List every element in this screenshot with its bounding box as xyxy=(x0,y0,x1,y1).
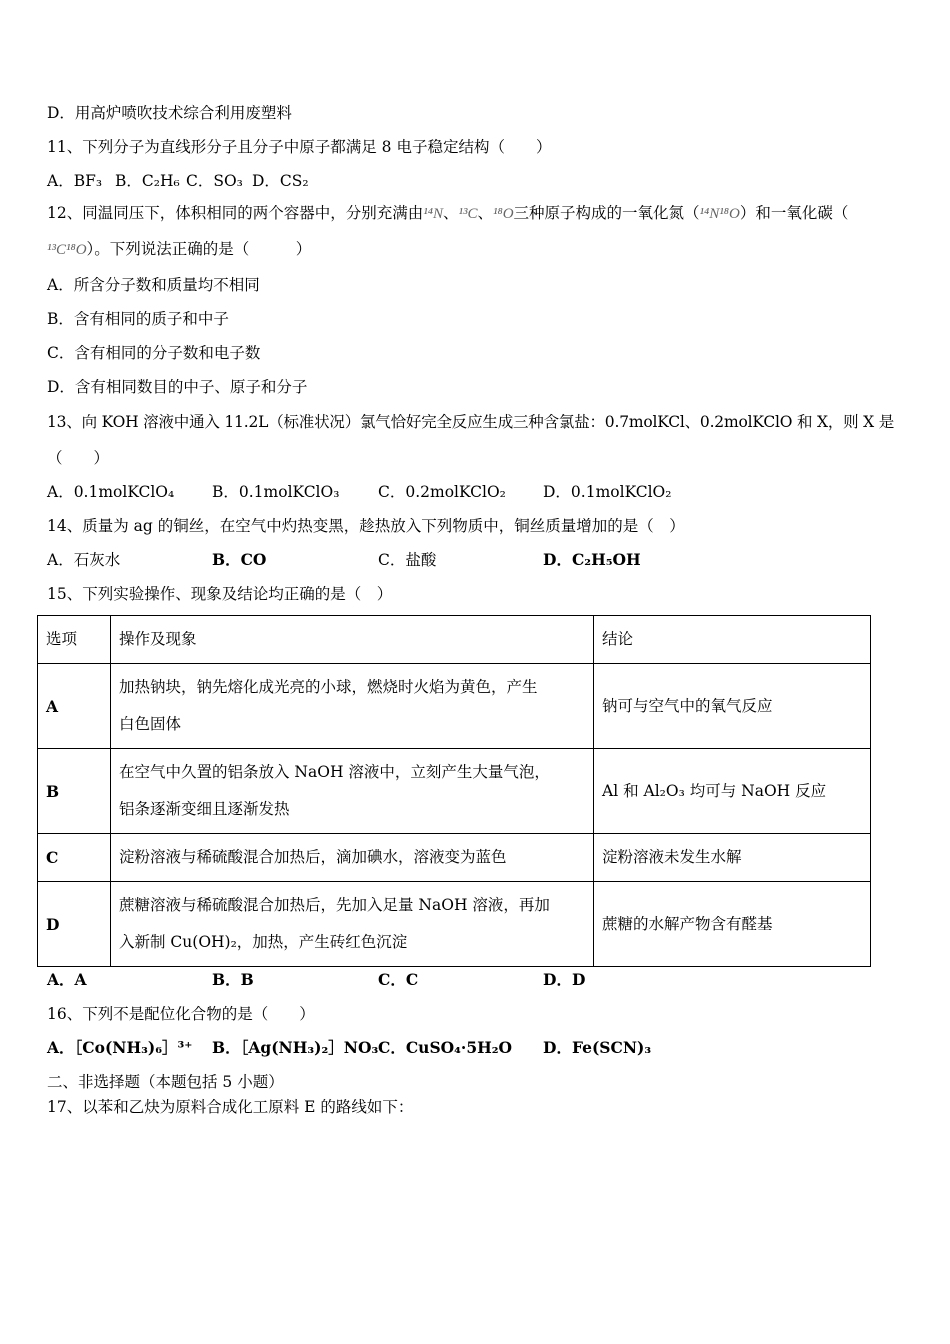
q12-option-d: D．含有相同数目的中子、原子和分子 xyxy=(47,378,308,396)
header-option: 选项 xyxy=(38,616,111,664)
isotope-c13: ¹³C xyxy=(458,206,478,222)
table-row xyxy=(38,834,871,882)
q15-option-a: A．A xyxy=(47,970,87,989)
row-operation: 淀粉溶液与稀硫酸混合加热后，滴加碘水，溶液变为蓝色 xyxy=(111,834,594,882)
row-conclusion: 钠可与空气中的氧气反应 xyxy=(594,664,871,749)
q13-option-d: D．0.1molKClO₂ xyxy=(543,483,672,501)
q16-option-a: A．［Co(NH₃)₆］³⁺ xyxy=(47,1038,193,1057)
q12-sep1: 、 xyxy=(442,204,459,222)
q12-option-a: A．所含分子数和质量均不相同 xyxy=(47,276,260,294)
q15-option-b: B．B xyxy=(212,970,254,989)
q12-option-c: C．含有相同的分子数和电子数 xyxy=(47,344,261,362)
q15-stem: 15、下列实验操作、现象及结论均正确的是（ ） xyxy=(47,585,393,603)
q12-stem-line2 xyxy=(47,239,311,260)
q13-option-c: C．0.2molKClO₂ xyxy=(378,483,506,501)
q17-stem: 17、以苯和乙炔为原料合成化工原料 E 的路线如下： xyxy=(47,1098,414,1116)
q13-stem: 13、向 KOH 溶液中通入 11.2L（标准状况）氯气恰好完全反应生成三种含氯盐：0.7molKCl、0.2molKClO 和 X，则 X 是 xyxy=(47,413,895,431)
q14-option-a: A．石灰水 xyxy=(47,551,121,569)
q16-option-c: C．CuSO₄·5H₂O xyxy=(378,1038,513,1057)
section-2-heading: 二、非选择题（本题包括 5 小题） xyxy=(47,1073,284,1091)
row-operation-line2: 铝条逐渐变细且逐渐发热 xyxy=(119,800,290,818)
isotope-no: ¹⁴N¹⁸O xyxy=(699,206,740,222)
header-operation: 操作及现象 xyxy=(111,616,594,664)
row-operation-line2: 白色固体 xyxy=(119,715,182,733)
q12-stem-d: ）。下列说法正确的是（ ） xyxy=(86,240,312,258)
q11-stem: 11、下列分子为直线形分子且分子中原子都满足 8 电子稳定结构（ ） xyxy=(47,138,552,156)
row-option: B xyxy=(38,749,111,834)
q13-paren: （ ） xyxy=(47,449,110,467)
row-operation-line1: 在空气中久置的铝条放入 NaOH 溶液中，立刻产生大量气泡， xyxy=(119,763,550,781)
row-option: A xyxy=(38,664,111,749)
q12-stem-c: ）和一氧化碳（ xyxy=(739,204,849,222)
table-header-row xyxy=(38,616,871,664)
q14-option-d: D．C₂H₅OH xyxy=(543,550,641,569)
q12-stem-b: 三种原子构成的一氧化氮（ xyxy=(513,204,700,222)
q12-sep2: 、 xyxy=(477,204,493,222)
q11-option-c: C．SO₃ xyxy=(186,172,243,190)
q14-option-b: B．CO xyxy=(212,550,267,569)
row-option: D xyxy=(38,882,111,967)
row-operation-line1: 加热钠块，钠先熔化成光亮的小球，燃烧时火焰为黄色，产生 xyxy=(119,678,538,696)
table-row xyxy=(38,749,871,834)
q11-option-d: D．CS₂ xyxy=(252,172,309,190)
row-operation xyxy=(111,749,594,834)
q16-option-d: D．Fe(SCN)₃ xyxy=(543,1038,652,1057)
q10-option-d: D．用高炉喷吹技术综合利用废塑料 xyxy=(47,104,292,122)
row-option: C xyxy=(38,834,111,882)
q15-table xyxy=(37,615,871,967)
row-operation-line2: 入新制 Cu(OH)₂，加热，产生砖红色沉淀 xyxy=(119,933,408,951)
row-conclusion: 淀粉溶液未发生水解 xyxy=(594,834,871,882)
header-conclusion: 结论 xyxy=(594,616,871,664)
isotope-o18: ¹⁸O xyxy=(492,206,514,222)
table-row xyxy=(38,882,871,967)
row-operation xyxy=(111,664,594,749)
q16-option-b: B．［Ag(NH₃)₂］NO₃ xyxy=(212,1038,379,1057)
q15-option-d: D．D xyxy=(543,970,586,989)
row-operation xyxy=(111,882,594,967)
row-conclusion: Al 和 Al₂O₃ 均可与 NaOH 反应 xyxy=(594,749,871,834)
isotope-n14: ¹⁴N xyxy=(423,206,443,222)
q12-stem-a: 12、同温同压下，体积相同的两个容器中，分别充满由 xyxy=(47,204,424,222)
q11-option-b: B．C₂H₆ xyxy=(115,172,180,190)
q12-stem-line1 xyxy=(47,203,848,224)
q11-option-a: A．BF₃ xyxy=(47,172,103,190)
row-operation-line1: 蔗糖溶液与稀硫酸混合加热后，先加入足量 NaOH 溶液，再加 xyxy=(119,896,550,914)
q13-option-b: B．0.1molKClO₃ xyxy=(212,483,340,501)
q13-option-a: A．0.1molKClO₄ xyxy=(47,483,175,501)
q16-stem: 16、下列不是配位化合物的是（ ） xyxy=(47,1005,315,1023)
row-conclusion: 蔗糖的水解产物含有醛基 xyxy=(594,882,871,967)
q14-option-c: C．盐酸 xyxy=(378,551,437,569)
q12-option-b: B．含有相同的质子和中子 xyxy=(47,310,229,328)
table-row xyxy=(38,664,871,749)
q15-option-c: C．C xyxy=(378,970,419,989)
q14-stem: 14、质量为 ag 的铜丝，在空气中灼热变黑，趁热放入下列物质中，铜丝质量增加的是（ ） xyxy=(47,517,685,535)
isotope-co: ¹³C¹⁸O xyxy=(47,242,87,258)
